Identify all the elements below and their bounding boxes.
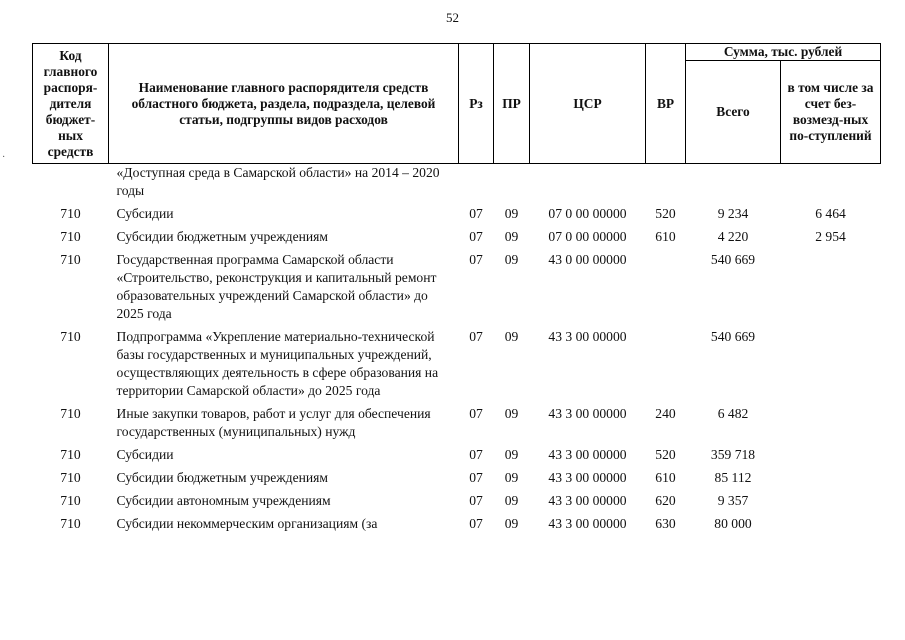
cell-total: 6 482 [717, 406, 749, 421]
cell-csr: 07 0 00 00000 [548, 229, 627, 244]
header-rz: Рз [459, 44, 494, 164]
cell-pr: 09 [504, 447, 519, 462]
cell-pr: 09 [504, 329, 519, 344]
cell-name: Субсидии автономным учреждениям [116, 493, 331, 508]
page-number: 52 [446, 10, 459, 25]
cell-vr: 610 [655, 229, 676, 244]
cell-name: Субсидии бюджетным учреждениям [116, 229, 329, 244]
cell-noncash [781, 492, 881, 515]
table-row [33, 405, 881, 446]
table-row [33, 228, 881, 251]
table-row [33, 205, 881, 228]
cell-noncash: 6 464 [815, 206, 846, 221]
cell-name: Иные закупки товаров, работ и услуг для обеспечения государственных (муниципальных) нужд [116, 406, 431, 439]
cell-csr: 43 0 00 00000 [548, 252, 627, 267]
cell-pr: 09 [504, 206, 519, 221]
cell-vr [646, 251, 686, 328]
cell-code: 710 [60, 406, 81, 421]
cell-csr: 43 3 00 00000 [548, 329, 627, 344]
cell-total: 359 718 [710, 447, 756, 462]
cell-vr: 240 [655, 406, 676, 421]
cell-rz: 07 [469, 493, 483, 508]
cell-noncash [781, 446, 881, 469]
cell-csr: 43 3 00 00000 [548, 516, 627, 531]
cell-noncash [781, 405, 881, 446]
cell-vr: 520 [655, 206, 676, 221]
cell-csr: 43 3 00 00000 [548, 470, 627, 485]
cell-pr [494, 164, 530, 206]
cell-vr [646, 328, 686, 405]
cell-vr: 520 [655, 447, 676, 462]
header-vr: ВР [646, 44, 686, 164]
cell-total: 85 112 [714, 470, 752, 485]
cell-total [686, 164, 781, 206]
cell-csr: 43 3 00 00000 [548, 406, 627, 421]
header-sum: Сумма, тыс. рублей [686, 44, 881, 61]
cell-pr: 09 [504, 493, 519, 508]
header-pr: ПР [494, 44, 530, 164]
header-csr: ЦСР [530, 44, 646, 164]
table-body [33, 164, 881, 539]
cell-name: Субсидии бюджетным учреждениям [116, 470, 329, 485]
header-total: Всего [686, 61, 781, 164]
table-row [33, 515, 881, 538]
cell-total: 4 220 [717, 229, 749, 244]
cell-code: 710 [60, 516, 81, 531]
cell-noncash [781, 515, 881, 538]
cell-rz [459, 164, 494, 206]
cell-code: 710 [60, 447, 81, 462]
cell-name: Субсидии [116, 206, 174, 221]
table-row [33, 328, 881, 405]
cell-rz: 07 [469, 252, 483, 267]
cell-csr: 43 3 00 00000 [548, 493, 627, 508]
cell-rz: 07 [469, 470, 483, 485]
cell-csr: 07 0 00 00000 [548, 206, 627, 221]
cell-total: 9 234 [717, 206, 749, 221]
budget-table [32, 43, 881, 538]
cell-name: Государственная программа Самарской области «Строительство, реконструкция и капитальный ремонт образовательных учреждений Самарской области» до 2025 года [116, 252, 437, 321]
cell-vr: 630 [655, 516, 676, 531]
cell-code: 710 [60, 206, 81, 221]
cell-name: Субсидии некоммерческим организациям (за [116, 516, 378, 531]
table-row [33, 446, 881, 469]
cell-pr: 09 [504, 470, 519, 485]
cell-total: 80 000 [714, 516, 752, 531]
cell-pr: 09 [504, 516, 519, 531]
cell-code: 710 [60, 470, 81, 485]
table-row [33, 492, 881, 515]
cell-name: Субсидии [116, 447, 174, 462]
header-name: Наименование главного распорядителя средств областного бюджета, раздела, подраздела, целевой статьи, подгруппы видов расходов [109, 44, 459, 164]
cell-vr [646, 164, 686, 206]
table-row [33, 251, 881, 328]
header-noncash: в том числе за счет без-возмезд-ных по-ступлений [781, 61, 881, 164]
cell-rz: 07 [469, 447, 483, 462]
cell-rz: 07 [469, 229, 483, 244]
cell-rz: 07 [469, 329, 483, 344]
cell-name: «Доступная среда в Самарской области» на 2014 – 2020 годы [116, 165, 440, 198]
cell-code [33, 164, 109, 206]
cell-vr: 620 [655, 493, 676, 508]
cell-noncash [781, 469, 881, 492]
cell-code: 710 [60, 493, 81, 508]
table-row [33, 469, 881, 492]
cell-noncash [781, 328, 881, 405]
table-row [33, 164, 881, 206]
cell-total: 9 357 [717, 493, 749, 508]
margin-mark: · [2, 152, 6, 163]
cell-code: 710 [60, 252, 81, 267]
cell-csr [530, 164, 646, 206]
cell-noncash [781, 164, 881, 206]
cell-rz: 07 [469, 206, 483, 221]
cell-pr: 09 [504, 406, 519, 421]
header-code: Код главного распоря-дителя бюджет-ных средств [33, 44, 109, 164]
cell-rz: 07 [469, 516, 483, 531]
cell-noncash: 2 954 [815, 229, 846, 244]
cell-code: 710 [60, 229, 81, 244]
cell-noncash [781, 251, 881, 328]
cell-name: Подпрограмма «Укрепление материально-технической базы государственных и муниципальных учреждений, осуществляющих деятельность в сфере образования на территории Самарской области» до 2025 года [116, 329, 439, 398]
cell-csr: 43 3 00 00000 [548, 447, 627, 462]
cell-total: 540 669 [710, 329, 756, 344]
cell-rz: 07 [469, 406, 483, 421]
cell-vr: 610 [655, 470, 676, 485]
cell-total: 540 669 [710, 252, 756, 267]
cell-pr: 09 [504, 229, 519, 244]
cell-pr: 09 [504, 252, 519, 267]
cell-code: 710 [60, 329, 81, 344]
